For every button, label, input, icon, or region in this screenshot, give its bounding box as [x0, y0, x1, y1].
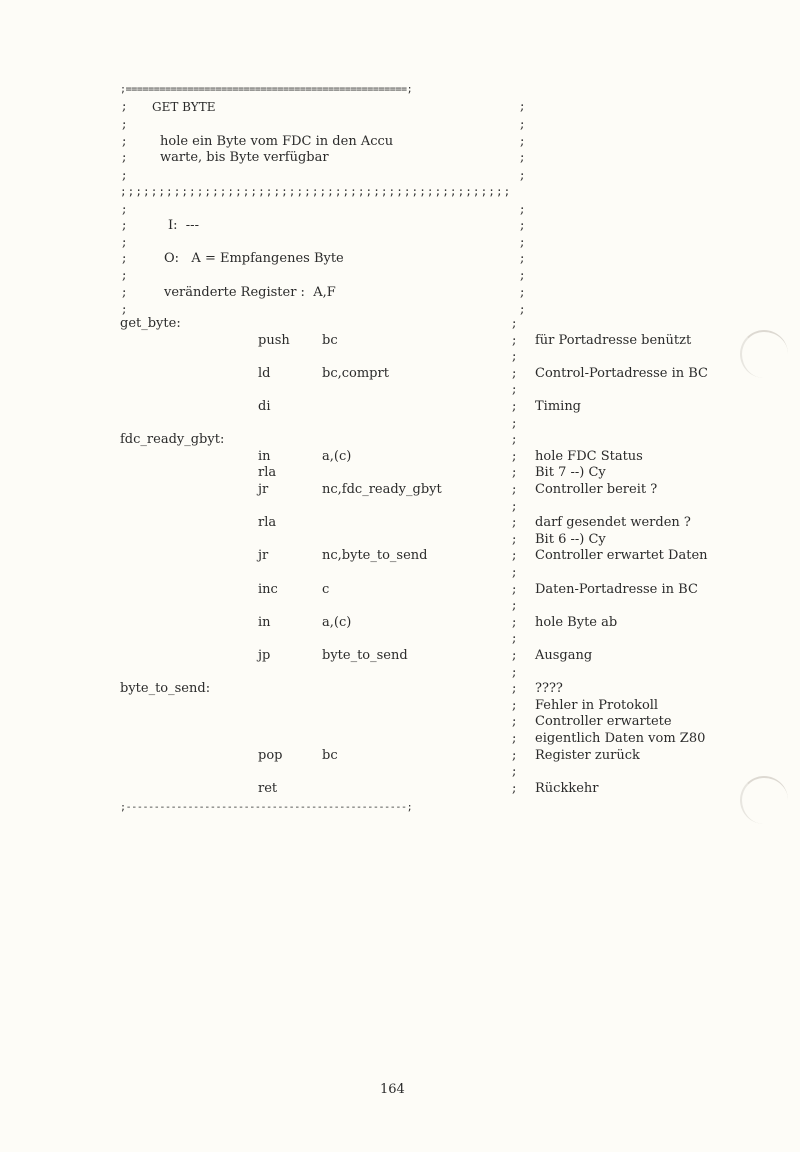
code-comment: Controller bereit ? [535, 482, 658, 497]
code-mnemonic: in [258, 449, 271, 464]
output-end-semicolon: ; [520, 251, 525, 266]
comment-semicolon: ; [512, 333, 517, 348]
code-label: fdc_ready_gbyt: [120, 432, 225, 447]
code-comment: Register zurück [535, 748, 640, 763]
code-operand: byte_to_send [322, 648, 408, 663]
code-operand: nc,fdc_ready_gbyt [322, 482, 442, 497]
blank-semicolon: ; [122, 235, 127, 250]
comment-semicolon: ; [512, 432, 517, 447]
code-comment: Daten-Portadresse in BC [535, 582, 698, 597]
code-comment: Fehler in Protokoll [535, 698, 659, 713]
code-operand: c [322, 582, 330, 597]
changed-registers: veränderte Register : A,F [164, 285, 336, 300]
code-comment: Bit 7 --) Cy [535, 465, 606, 480]
comment-semicolon: ; [512, 615, 517, 630]
output-semicolon: ; [122, 251, 127, 266]
comment-semicolon: ; [512, 382, 517, 397]
code-comment: Rückkehr [535, 781, 599, 796]
semicolon-rule: ;;;;;;;;;;;;;;;;;;;;;;;;;;;;;;;;;;;;;;;;;;;;;;;;;;; [120, 185, 512, 198]
code-mnemonic: jp [258, 648, 271, 663]
blank-semicolon: ; [520, 202, 525, 217]
code-comment: Ausgang [535, 648, 593, 663]
comment-semicolon: ; [512, 366, 517, 381]
comment-semicolon: ; [512, 532, 517, 547]
blank-semicolon: ; [122, 202, 127, 217]
top-rule: ;==================================================; [120, 84, 413, 95]
code-comment: ???? [535, 681, 563, 696]
code-operand: bc [322, 748, 338, 763]
input-spec: I: --- [168, 218, 199, 233]
blank-semicolon: ; [520, 268, 525, 283]
code-comment: darf gesendet werden ? [535, 515, 691, 530]
code-comment: Controller erwartet Daten [535, 548, 708, 563]
code-operand: a,(c) [322, 449, 352, 464]
code-mnemonic: in [258, 615, 271, 630]
page-number: 164 [380, 1082, 405, 1097]
comment-semicolon: ; [512, 698, 517, 713]
code-mnemonic: jr [258, 482, 269, 497]
comment-semicolon: ; [512, 548, 517, 563]
comment-semicolon: ; [512, 565, 517, 580]
comment-semicolon: ; [512, 482, 517, 497]
description-line-1: hole ein Byte vom FDC in den Accu [160, 134, 394, 149]
blank-semicolon: ; [520, 168, 525, 183]
output-spec: O: A = Empfangenes Byte [164, 251, 344, 266]
punch-hole [740, 330, 788, 378]
routine-title: GET BYTE [152, 100, 216, 114]
title-end-semicolon: ; [520, 99, 525, 114]
code-comment: hole Byte ab [535, 615, 618, 630]
code-comment: für Portadresse benützt [535, 333, 692, 348]
comment-semicolon: ; [512, 399, 517, 414]
code-mnemonic: rla [258, 465, 277, 480]
code-mnemonic: push [258, 333, 290, 348]
comment-semicolon: ; [512, 316, 517, 331]
comment-semicolon: ; [512, 465, 517, 480]
code-mnemonic: jr [258, 548, 269, 563]
comment-semicolon: ; [512, 598, 517, 613]
code-comment: Bit 6 --) Cy [535, 532, 606, 547]
comment-semicolon: ; [512, 665, 517, 680]
code-mnemonic: ret [258, 781, 278, 796]
code-comment: Controller erwartete [535, 714, 672, 729]
regs-semicolon: ; [122, 285, 127, 300]
blank-semicolon: ; [520, 235, 525, 250]
code-label: byte_to_send: [120, 681, 211, 696]
code-mnemonic: ld [258, 366, 271, 381]
code-comment: Control-Portadresse in BC [535, 366, 708, 381]
code-mnemonic: inc [258, 582, 278, 597]
input-semicolon: ; [122, 218, 127, 233]
blank-semicolon: ; [122, 302, 127, 317]
code-comment: Timing [535, 399, 582, 414]
code-operand: nc,byte_to_send [322, 548, 428, 563]
code-operand: bc [322, 333, 338, 348]
blank-semicolon: ; [122, 117, 127, 132]
blank-semicolon: ; [122, 168, 127, 183]
comment-semicolon: ; [512, 416, 517, 431]
comment-semicolon: ; [512, 764, 517, 779]
description-line-2: warte, bis Byte verfügbar [160, 150, 329, 165]
comment-semicolon: ; [512, 681, 517, 696]
desc-end-semicolon: ; [520, 134, 525, 149]
input-end-semicolon: ; [520, 218, 525, 233]
code-operand: a,(c) [322, 615, 352, 630]
title-semicolon: ; [122, 99, 127, 114]
comment-semicolon: ; [512, 648, 517, 663]
comment-semicolon: ; [512, 631, 517, 646]
code-label: get_byte: [120, 316, 181, 331]
code-mnemonic: di [258, 399, 271, 414]
comment-semicolon: ; [512, 731, 517, 746]
code-operand: bc,comprt [322, 366, 389, 381]
blank-semicolon: ; [122, 268, 127, 283]
code-comment: hole FDC Status [535, 449, 643, 464]
comment-semicolon: ; [512, 748, 517, 763]
comment-semicolon: ; [512, 582, 517, 597]
comment-semicolon: ; [512, 449, 517, 464]
blank-semicolon: ; [520, 117, 525, 132]
desc-semicolon: ; [122, 134, 127, 149]
code-mnemonic: pop [258, 748, 283, 763]
regs-end-semicolon: ; [520, 285, 525, 300]
comment-semicolon: ; [512, 515, 517, 530]
code-mnemonic: rla [258, 515, 277, 530]
bottom-rule: ;--------------------------------------------------; [120, 802, 413, 813]
comment-semicolon: ; [512, 781, 517, 796]
comment-semicolon: ; [512, 714, 517, 729]
blank-semicolon: ; [520, 302, 525, 317]
code-comment: eigentlich Daten vom Z80 [535, 731, 706, 746]
comment-semicolon: ; [512, 349, 517, 364]
punch-hole [740, 776, 788, 824]
desc-end-semicolon: ; [520, 150, 525, 165]
desc-semicolon: ; [122, 150, 127, 165]
comment-semicolon: ; [512, 499, 517, 514]
